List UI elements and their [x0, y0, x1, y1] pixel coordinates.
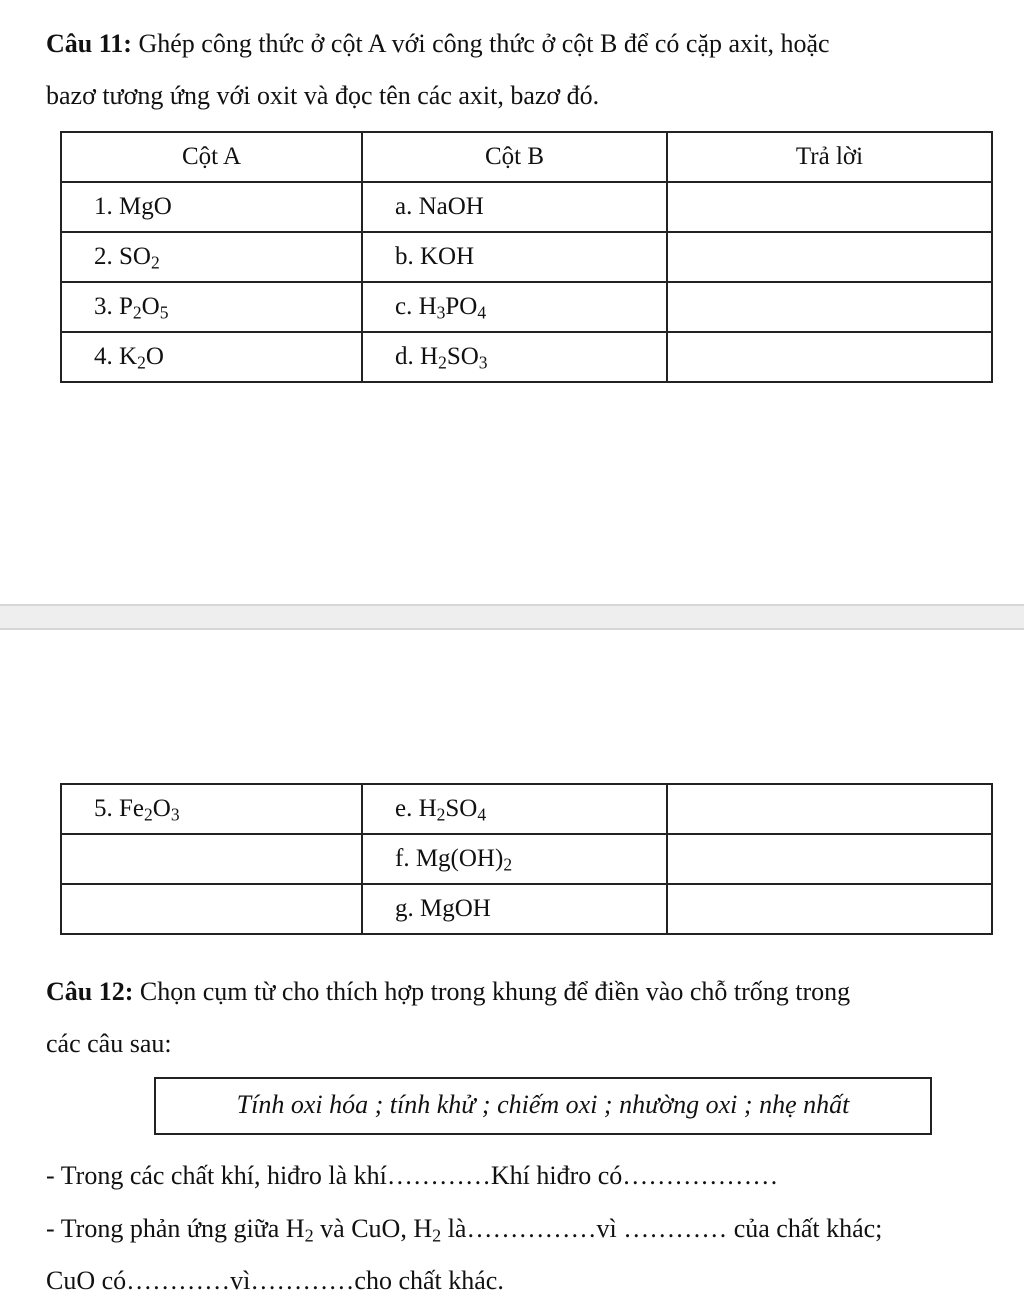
s2-text-d: vì — [596, 1214, 624, 1243]
table-row — [61, 884, 992, 934]
header-answer: Trả lời — [667, 132, 992, 182]
column-a-cell-sub: 2 — [132, 302, 142, 323]
fill-sentence-1 — [46, 1156, 778, 1196]
match-table-part1 — [60, 131, 993, 383]
column-b-cell-pre: a. NaOH — [395, 193, 484, 220]
column-a-cell — [61, 784, 362, 834]
word-bank-box: Tính oxi hóa ; tính khử ; chiếm oxi ; nhường oxi ; nhẹ nhất — [154, 1077, 932, 1135]
column-b-cell-pre: b. KOH — [395, 243, 475, 270]
match-table-part2 — [60, 783, 993, 935]
column-a-cell — [61, 332, 362, 382]
column-b-cell-sub: 2 — [438, 352, 447, 373]
column-b-cell — [362, 232, 667, 282]
column-b-cell-pre: f. Mg(OH) — [395, 845, 504, 872]
answer-cell[interactable] — [667, 232, 992, 282]
column-a-cell-mid: O — [152, 795, 171, 822]
s2-sub-1: 2 — [304, 1225, 314, 1246]
answer-cell[interactable] — [667, 834, 992, 884]
blank-2[interactable]: ……………… — [622, 1161, 779, 1190]
column-a-cell — [61, 834, 362, 884]
table-row — [61, 834, 992, 884]
column-b-cell-sub2: 3 — [478, 352, 488, 373]
column-b-cell-mid: SO — [445, 795, 478, 822]
column-a-cell — [61, 884, 362, 934]
column-a-cell-pre: 5. Fe — [94, 795, 144, 822]
column-b-cell — [362, 282, 667, 332]
column-b-cell — [362, 834, 667, 884]
column-a-cell-mid: O — [141, 293, 160, 320]
column-b-cell — [362, 332, 667, 382]
blank-3[interactable]: …………… — [466, 1214, 597, 1243]
s2-text-c: là — [441, 1214, 467, 1243]
column-b-cell-pre: e. H — [395, 795, 437, 822]
column-b-cell-pre: c. H — [395, 293, 437, 320]
s2-sub-2: 2 — [432, 1225, 442, 1246]
table-header-row — [61, 132, 992, 182]
q11-line1 — [46, 18, 830, 70]
column-a-cell-sub2: 3 — [170, 804, 180, 825]
s3-text-a: CuO có — [46, 1266, 127, 1295]
fill-sentence-2 — [46, 1209, 882, 1249]
blank-4[interactable]: ………… — [623, 1214, 728, 1243]
table-row — [61, 282, 992, 332]
column-a-cell-pre: 2. SO — [94, 243, 151, 270]
q12-label: Câu 12: — [46, 977, 134, 1006]
answer-cell[interactable] — [667, 784, 992, 834]
column-b-cell-sub: 3 — [436, 302, 446, 323]
s1-text-b: Khí hiđro có — [490, 1161, 623, 1190]
column-b-cell-mid: SO — [446, 343, 479, 370]
q11-text1: Ghép công thức ở cột A với công thức ở cột B để có cặp axit, hoặc — [131, 29, 830, 58]
column-b-cell-mid: PO — [445, 293, 478, 320]
s2-text-b: và CuO, H — [313, 1214, 433, 1243]
column-b-cell-sub2: 4 — [477, 302, 487, 323]
s3-text-c: cho chất khác. — [354, 1266, 504, 1295]
column-b-cell-sub2: 4 — [477, 804, 487, 825]
column-a-cell-sub: 2 — [137, 352, 146, 373]
column-a-cell-sub: 2 — [144, 804, 153, 825]
table-row — [61, 332, 992, 382]
table-row — [61, 232, 992, 282]
blank-6[interactable]: ………… — [250, 1266, 355, 1295]
s2-text-a: - Trong phản ứng giữa H — [46, 1214, 305, 1243]
column-b-cell — [362, 182, 667, 232]
answer-cell[interactable] — [667, 332, 992, 382]
column-a-cell-pre: 3. P — [94, 293, 133, 320]
column-b-cell-sub: 2 — [436, 804, 446, 825]
blank-1[interactable]: ………… — [386, 1161, 491, 1190]
q11-label: Câu 11: — [46, 29, 132, 58]
blank-5[interactable]: ………… — [126, 1266, 231, 1295]
column-b-cell-pre: g. MgOH — [395, 895, 491, 922]
answer-cell[interactable] — [667, 282, 992, 332]
q12-line2: các câu sau: — [46, 1029, 172, 1058]
fill-sentence-3 — [46, 1261, 504, 1301]
column-a-cell-pre: 1. MgO — [94, 193, 172, 220]
q12-line1 — [46, 966, 850, 1018]
column-a-cell — [61, 182, 362, 232]
column-b-cell — [362, 784, 667, 834]
q11-line2: bazơ tương ứng với oxit và đọc tên các axit, bazơ đó. — [46, 81, 600, 110]
table-row — [61, 784, 992, 834]
column-a-cell-pre: 4. K — [94, 343, 138, 370]
answer-cell[interactable] — [667, 182, 992, 232]
column-a-cell-sub2: 5 — [159, 302, 169, 323]
s3-text-b: vì — [230, 1266, 251, 1295]
column-b-cell-pre: d. H — [395, 343, 439, 370]
column-a-cell — [61, 282, 362, 332]
table-row — [61, 182, 992, 232]
q12-text1: Chọn cụm từ cho thích hợp trong khung để điền vào chỗ trống trong — [133, 977, 851, 1006]
page-break — [0, 604, 1024, 630]
column-a-cell — [61, 232, 362, 282]
header-column-b: Cột B — [362, 132, 667, 182]
answer-cell[interactable] — [667, 884, 992, 934]
s1-text-a: - Trong các chất khí, hiđro là khí — [46, 1161, 387, 1190]
header-column-a: Cột A — [61, 132, 362, 182]
column-b-cell — [362, 884, 667, 934]
s2-text-e: của chất khác; — [727, 1214, 883, 1243]
column-a-cell-mid: O — [145, 343, 164, 370]
column-b-cell-sub: 2 — [503, 854, 513, 875]
column-a-cell-sub: 2 — [150, 252, 160, 273]
